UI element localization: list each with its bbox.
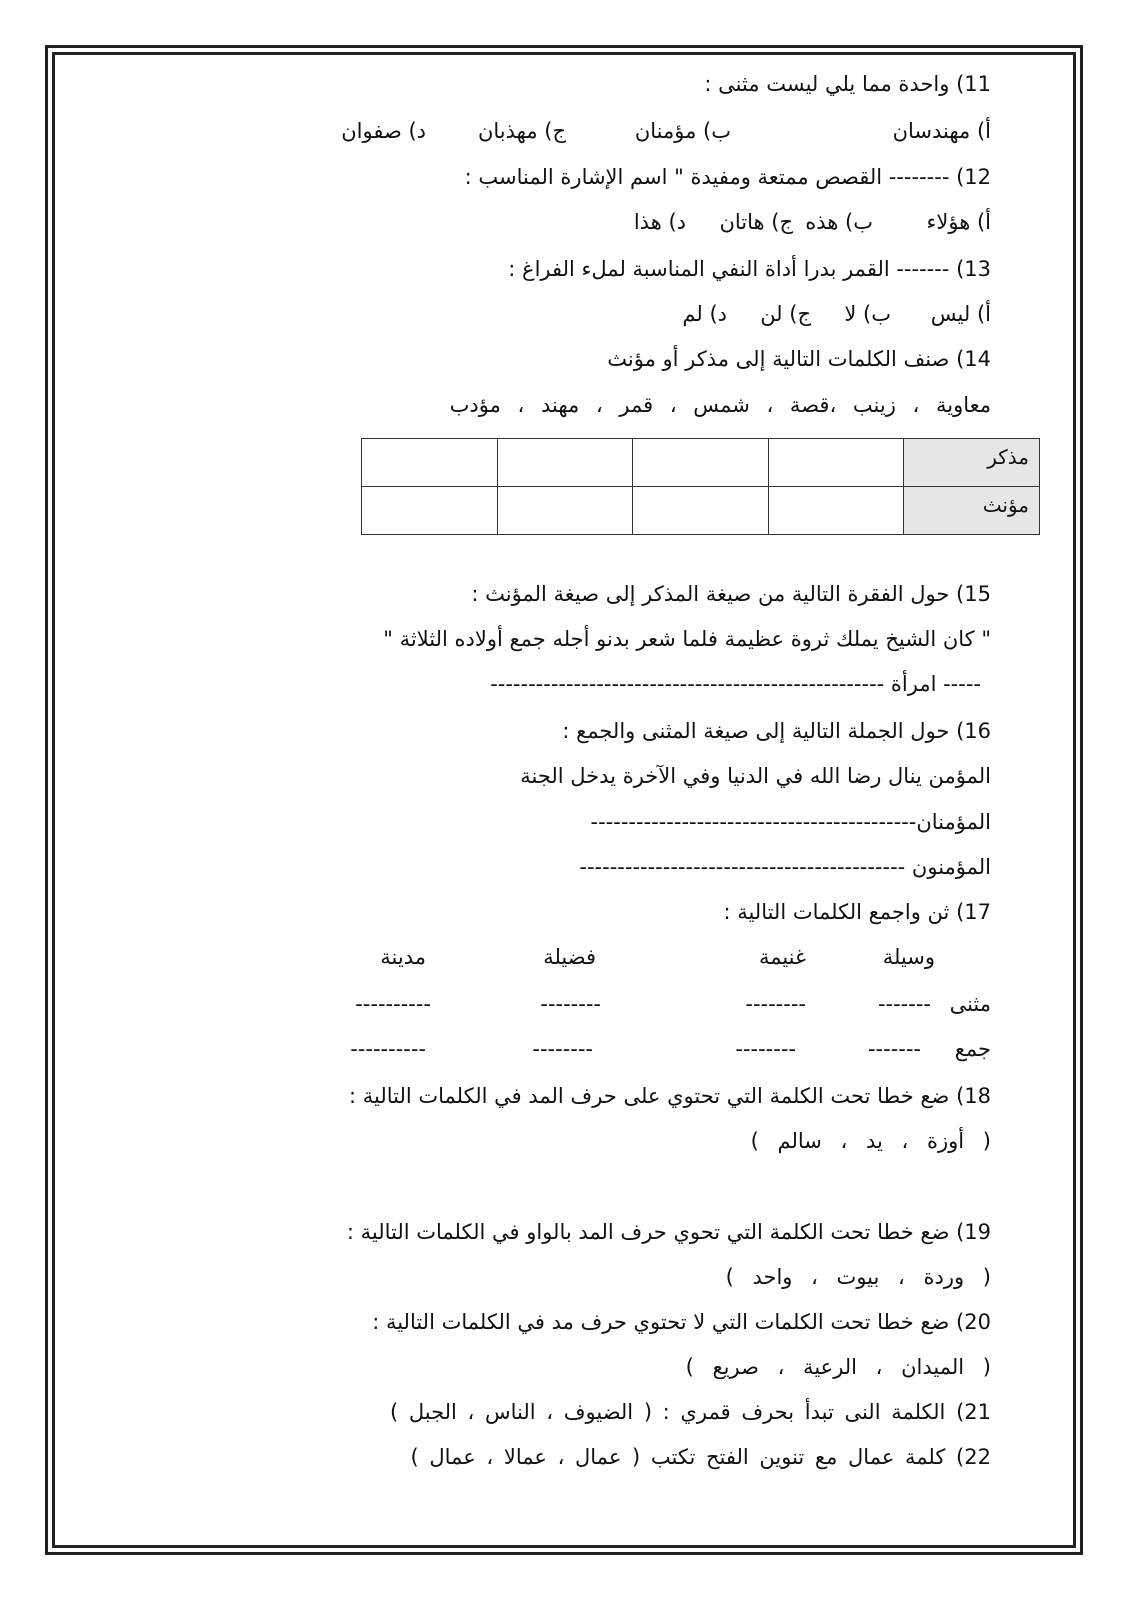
q13-option-b: ب) لا	[844, 302, 891, 326]
answer-cell[interactable]	[362, 487, 498, 535]
q17-dual-blank-2: --------	[745, 992, 806, 1016]
q17-dual-blank-4: ----------	[355, 992, 431, 1016]
q12-question: 12) -------- القصص ممتعة ومفيدة " اسم الإشارة المناسب :	[464, 165, 991, 189]
q17-word-1: وسيلة	[882, 945, 935, 969]
q16-sentence: المؤمن ينال رضا الله في الدنيا وفي الآخرة يدخل الجنة	[520, 764, 991, 788]
q16-question: 16) حول الجملة التالية إلى صيغة المثنى والجمع :	[562, 719, 991, 743]
q17-dual-label: مثنى	[949, 992, 991, 1016]
q17-plural-blank-2: --------	[735, 1037, 796, 1061]
q12-option-b: ب) هذه	[805, 210, 873, 234]
table-row-masculine	[362, 439, 1040, 487]
q17-plural-blank-1: -------	[867, 1037, 921, 1061]
q15-answer-line: ----- امرأة ----------------------------------------------------	[490, 672, 981, 696]
q19-question: 19) ضع خطا تحت الكلمة التي تحوي حرف المد بالواو في الكلمات التالية :	[346, 1220, 991, 1244]
q13-option-d: د) لم	[682, 302, 727, 326]
q20-question: 20) ضع خطا تحت الكلمات التي لا تحتوي حرف مد في الكلمات التالية :	[372, 1310, 991, 1334]
classification-table	[361, 438, 1040, 535]
q18-words: ( أوزة ، يد ، سالم )	[750, 1129, 991, 1153]
q12-option-a: أ) هؤلاء	[926, 210, 991, 234]
q17-plural-label: جمع	[954, 1037, 991, 1061]
answer-cell[interactable]	[497, 487, 633, 535]
q11-option-b: ب) مؤمنان	[634, 119, 731, 143]
q21-question: 21) الكلمة النى تبدأ بحرف قمري : ( الضيوف ، الناس ، الجبل )	[389, 1400, 991, 1424]
q11-option-d: د) صفوان	[341, 119, 426, 143]
q15-passage: " كان الشيخ يملك ثروة عظيمة فلما شعر بدنو أجله جمع أولاده الثلاثة "	[383, 627, 991, 651]
q17-question: 17) ثن واجمع الكلمات التالية :	[723, 900, 991, 924]
q11-option-c: ج) مهذبان	[477, 119, 566, 143]
q14-words: معاوية ، زينب ،قصة ، شمس ، قمر ، مهند ، مؤدب	[449, 393, 991, 417]
q17-word-4: مدينة	[380, 945, 426, 969]
q13-option-a: أ) ليس	[930, 302, 991, 326]
answer-cell[interactable]	[633, 487, 769, 535]
q15-question: 15) حول الفقرة التالية من صيغة المذكر إلى صيغة المؤنث :	[471, 582, 991, 606]
q17-word-2: غنيمة	[758, 945, 806, 969]
q14-question: 14) صنف الكلمات التالية إلى مذكر أو مؤنث	[607, 347, 991, 371]
q22-question: 22) كلمة عمال مع تنوين الفتح تكتب ( عمال ، عمالا ، عمال )	[410, 1445, 991, 1469]
answer-cell[interactable]	[768, 439, 904, 487]
q11-option-a: أ) مهندسان	[892, 119, 991, 143]
q17-dual-blank-1: -------	[877, 992, 931, 1016]
q13-question: 13) ------- القمر بدرا أداة النفي المناسبة لملء الفراغ :	[508, 257, 991, 281]
q11-question: 11) واحدة مما يلي ليست مثنى :	[704, 72, 991, 96]
answer-cell[interactable]	[497, 439, 633, 487]
q17-word-3: فضيلة	[543, 945, 596, 969]
row-label-feminine: مؤنث	[904, 487, 1040, 535]
q12-option-c: ج) هاتان	[719, 210, 793, 234]
answer-cell[interactable]	[362, 439, 498, 487]
q17-plural-blank-3: --------	[532, 1037, 593, 1061]
q17-dual-blank-3: --------	[540, 992, 601, 1016]
q13-option-c: ج) لن	[760, 302, 811, 326]
q16-plural-line: المؤمنون -------------------------------------------	[579, 855, 991, 879]
table-row-feminine	[362, 487, 1040, 535]
answer-cell[interactable]	[768, 487, 904, 535]
row-label-masculine: مذكر	[904, 439, 1040, 487]
q12-option-d: د) هذا	[633, 210, 686, 234]
q19-words: ( وردة ، بيوت ، واحد )	[725, 1265, 991, 1289]
answer-cell[interactable]	[633, 439, 769, 487]
q18-question: 18) ضع خطا تحت الكلمة التي تحتوي على حرف المد في الكلمات التالية :	[348, 1084, 991, 1108]
q17-plural-blank-4: ----------	[350, 1037, 426, 1061]
q16-dual-line: المؤمنان-------------------------------------------	[590, 810, 991, 834]
q20-words: ( الميدان ، الرعية ، صريع )	[685, 1355, 991, 1379]
